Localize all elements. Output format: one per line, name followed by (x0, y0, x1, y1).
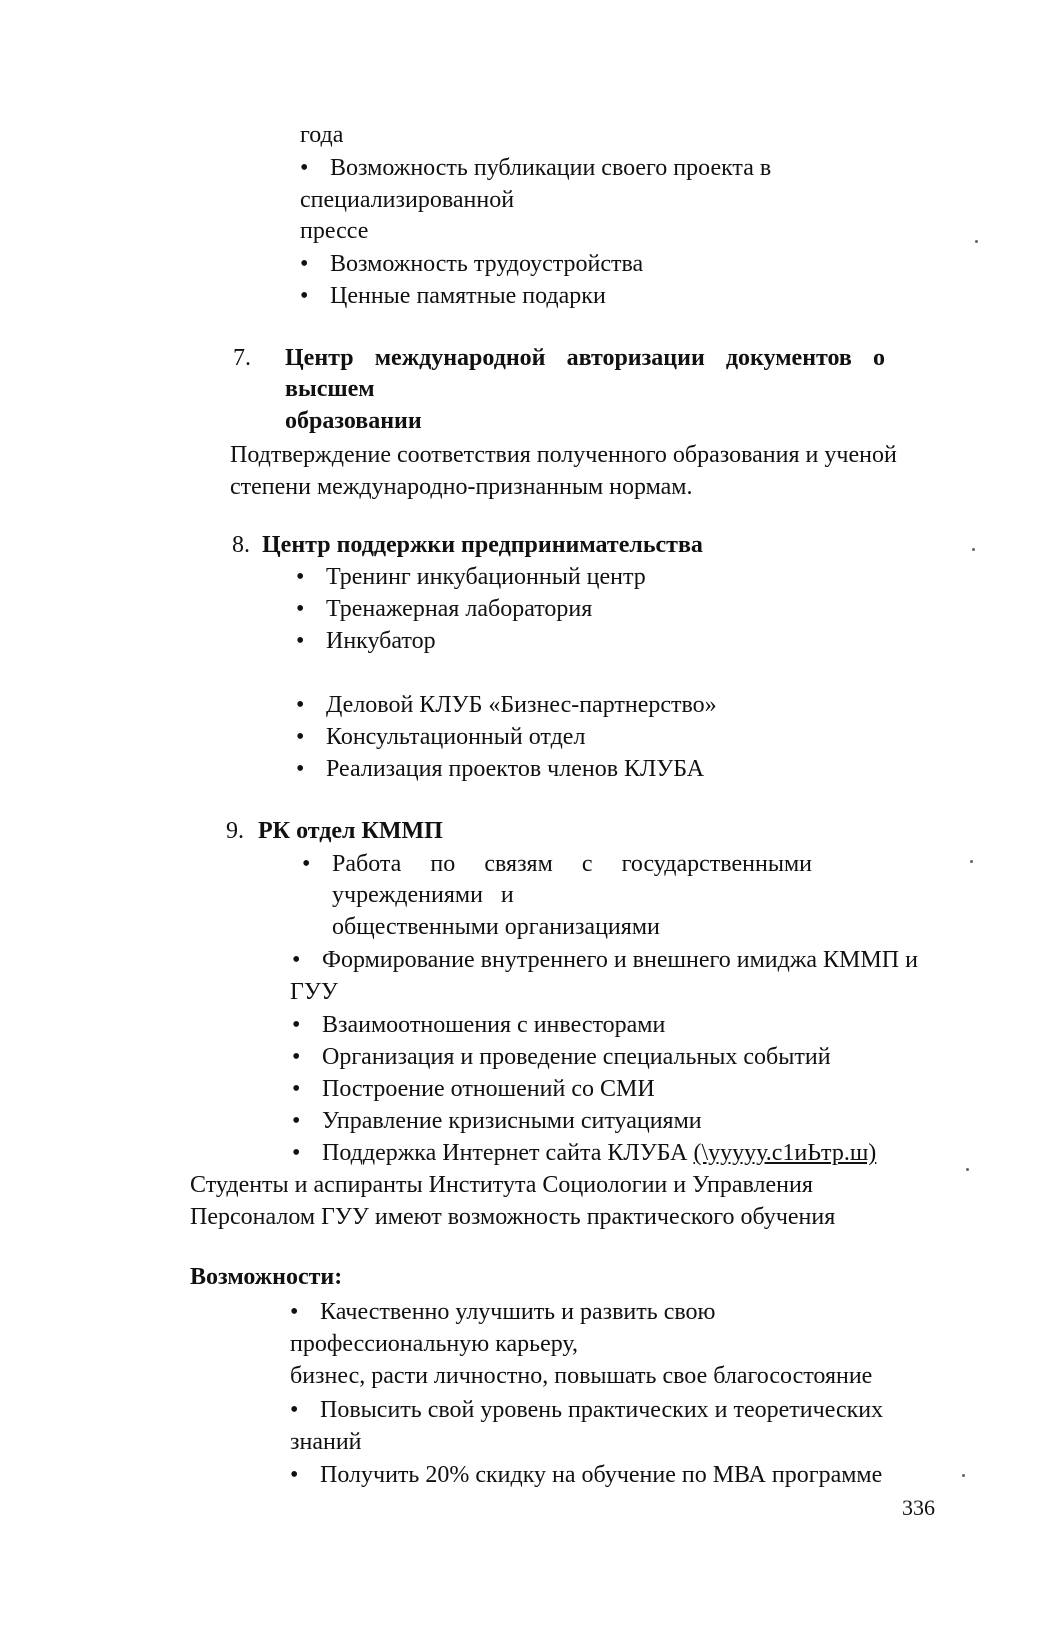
scan-speck (975, 240, 978, 243)
item-word: с (581, 851, 593, 877)
item-word: по (430, 851, 456, 877)
section-heading: Центр поддержки предпринимательства (262, 532, 703, 558)
list-item: • Управление кризисными ситуациями (322, 1106, 702, 1137)
list-item (332, 849, 812, 880)
list-item-continuation: ГУУ (290, 979, 338, 1005)
list-item: • Ценные памятные подарки (330, 281, 606, 312)
list-item: • Организация и проведение специальных событий (322, 1042, 831, 1073)
paragraph-line: Персоналом ГУУ имеют возможность практического обучения (190, 1204, 836, 1230)
list-item: • Тренинг инкубационный центр (326, 562, 646, 593)
item-text: Поддержка Интернет сайта КЛУБА (322, 1140, 694, 1166)
item-word: связям (484, 851, 553, 877)
paragraph-line: степени международно-признанным нормам. (230, 474, 693, 500)
list-item: • Повысить свой уровень практических и теоретических (320, 1395, 883, 1426)
section-heading (285, 343, 885, 374)
paragraph-line: Студенты и аспиранты Института Социологии и Управления (190, 1172, 813, 1198)
section-heading: РК отдел КММП (258, 818, 443, 844)
heading-word: документов (725, 345, 852, 371)
section-heading-line: высшем (285, 376, 375, 402)
list-item: • Деловой КЛУБ «Бизнес-партнерство» (326, 690, 717, 721)
section-number: 7. (233, 345, 251, 371)
heading-word: Центр (285, 345, 354, 371)
section-heading-line: образовании (285, 408, 422, 434)
list-item: • Построение отношений со СМИ (322, 1074, 655, 1105)
list-item: • Формирование внутреннего и внешнего имиджа КММП и (322, 945, 918, 976)
list-item-continuation: бизнес, расти личностно, повышать свое благосостояние (290, 1363, 873, 1389)
list-item: • Получить 20% скидку на обучение по МВА программе (320, 1460, 882, 1491)
page-number: 336 (902, 1495, 935, 1520)
scan-speck (962, 1474, 965, 1477)
list-item: • Качественно улучшить и развить свою (320, 1297, 715, 1328)
scan-speck (966, 1168, 969, 1171)
list-item: • Возможность трудоустройства (330, 249, 643, 280)
list-item: • Реализация проектов членов КЛУБА (326, 754, 704, 785)
list-item: • Взаимоотношения с инвесторами (322, 1010, 665, 1041)
list-item-continuation: учреждениями и (332, 882, 514, 908)
text-line: прессе (300, 218, 369, 244)
heading-word: о (872, 345, 885, 371)
section-number: 8. (232, 532, 250, 558)
paragraph-line: Подтверждение соответствия полученного образования и ученой (230, 442, 897, 468)
list-item-continuation: общественными организациями (332, 914, 660, 940)
list-item: • Тренажерная лаборатория (326, 594, 592, 625)
text-line: года (300, 122, 344, 148)
list-item-continuation: знаний (290, 1429, 362, 1455)
item-word: • Работа (332, 851, 402, 877)
scan-speck (970, 860, 973, 863)
list-item: • Консультационный отдел (326, 722, 585, 753)
list-item (322, 1138, 876, 1169)
section-number: 9. (226, 818, 244, 844)
list-item: • Возможность публикации своего проекта в (330, 153, 771, 184)
heading-word: международной (374, 345, 546, 371)
list-item: • Инкубатор (326, 626, 436, 657)
scan-speck (972, 548, 975, 551)
website-link[interactable]: (\ууууу.с1иЬтр.ш) (693, 1140, 877, 1166)
text-line: специализированной (300, 187, 515, 213)
item-word: государственными (621, 851, 812, 877)
heading-word: авторизации (566, 345, 705, 371)
section-heading: Возможности: (190, 1264, 343, 1290)
list-item-continuation: профессиональную карьеру, (290, 1331, 579, 1357)
